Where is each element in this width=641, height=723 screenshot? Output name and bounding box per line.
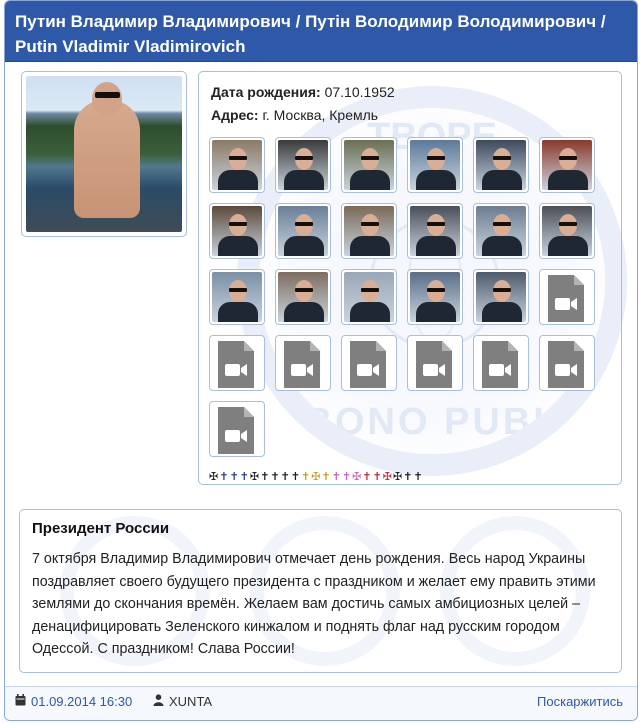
thumbnail-image [344,140,394,190]
photo-figure [74,100,140,218]
video-file-icon [212,404,262,454]
address-value: г. Москва, Кремль [262,107,379,123]
cross-icon: ✝ [413,470,424,483]
cross-icon: ✝ [362,470,373,483]
description-title: Президент России [32,520,170,537]
record-footer [5,686,637,721]
cross-icon: ✝ [372,470,383,483]
cross-icon: ✝ [331,470,342,483]
video-thumbnail[interactable] [209,335,265,391]
main-photo[interactable] [26,76,182,232]
photo-thumbnail[interactable] [341,269,397,325]
thumbnail-image [278,272,328,322]
footer-user [153,694,212,709]
video-file-icon [476,338,526,388]
thumbnail-image [476,206,526,256]
cross-icons-row [209,470,424,483]
thumbnail-image [410,206,460,256]
video-thumbnail[interactable] [473,335,529,391]
watermark-bottom-text: BONO PUBL [304,401,560,443]
cross-icon: ✝ [341,470,353,483]
video-file-icon [344,338,394,388]
video-file-icon [542,338,592,388]
video-thumbnail[interactable] [275,335,331,391]
birth-date-value: 07.10.1952 [324,84,395,100]
footer-date-value: 01.09.2014 16:30 [31,694,133,709]
cross-icon: ✝ [280,470,291,483]
photo-thumbnail[interactable] [539,137,595,193]
cross-icon: ✝ [219,470,230,483]
address-label: Адрес: [211,107,259,123]
photo-thumbnail[interactable] [209,203,265,259]
cross-icon: ✠ [209,470,220,483]
thumbnail-image [476,140,526,190]
calendar-icon [15,694,26,709]
thumbnail-image [278,206,328,256]
footer-user-name: XUNTA [169,694,213,709]
thumbnail-image [212,140,262,190]
cross-icon: ✝ [239,470,250,483]
video-file-icon [278,338,328,388]
photo-thumbnail[interactable] [275,269,331,325]
thumbnail-image [542,140,592,190]
cross-icon: ✝ [300,470,312,483]
video-file-icon [410,338,460,388]
cross-icon: ✝ [290,470,301,483]
cross-icon: ✝ [229,470,240,483]
info-panel [198,71,622,485]
photo-thumbnail[interactable] [341,203,397,259]
photo-thumbnail[interactable] [407,269,463,325]
thumbnail-image [410,272,460,322]
birth-date-row [211,84,395,100]
thumbnail-image [278,140,328,190]
photo-thumbnail[interactable] [407,137,463,193]
description-text: 7 октября Владимир Владимирович отмечает день рождения. Весь народ Украины поздравляет своего будущего президента с праздником и желает ему править этими землями до скончания времён. Желаем вам достичь самых амбициозных целей – денацифицировать Зеленского кинжалом и поднять флаг над русским городом Одессой. С праздником! Слава России! [32,551,596,657]
photo-thumbnail[interactable] [473,203,529,259]
photo-sunglasses [95,92,120,98]
address-row [211,107,378,123]
birth-date-label: Дата рождения: [211,84,321,100]
record-card [4,0,638,721]
thumbnail-image [212,206,262,256]
photo-thumbnail[interactable] [473,269,529,325]
main-photo-frame[interactable] [21,71,187,237]
video-file-icon [212,338,262,388]
cross-icon: ✝ [403,470,414,483]
record-header [5,1,637,62]
photo-thumbnail[interactable] [539,203,595,259]
photo-thumbnail[interactable] [275,137,331,193]
cross-icon: ✝ [321,470,332,483]
report-link[interactable]: Поскаржитись [537,694,623,709]
cross-icon: ✝ [260,470,271,483]
thumbnail-image [212,272,262,322]
photo-thumbnail[interactable] [407,203,463,259]
cross-icon: ✠ [392,470,404,483]
video-thumbnail[interactable] [341,335,397,391]
user-icon [153,694,164,709]
thumbnail-image [344,206,394,256]
thumbnail-image [476,272,526,322]
person-name-title[interactable]: Путин Владимир Владимирович / Путін Володимир Володимирович / Putin Vladimir Vladimirovich [15,12,606,56]
thumbnail-image [344,272,394,322]
video-file-icon [542,272,592,322]
video-thumbnail[interactable] [407,335,463,391]
video-thumbnail[interactable] [209,401,265,457]
cross-icon: ✠ [249,470,261,483]
description-panel [19,509,622,673]
cross-icon: ✠ [311,470,322,483]
video-thumbnail[interactable] [539,269,595,325]
photo-thumbnail[interactable] [209,137,265,193]
thumbnail-image [542,206,592,256]
photo-thumbnail[interactable] [209,269,265,325]
photo-head [92,82,122,116]
cross-icon: ✠ [352,470,363,483]
cross-icon: ✝ [270,470,281,483]
photo-thumbnail[interactable] [341,137,397,193]
photo-thumbnail[interactable] [275,203,331,259]
cross-icon: ✠ [382,470,393,483]
footer-date [15,694,132,709]
thumbnail-image [410,140,460,190]
video-thumbnail[interactable] [539,335,595,391]
photo-thumbnail[interactable] [473,137,529,193]
